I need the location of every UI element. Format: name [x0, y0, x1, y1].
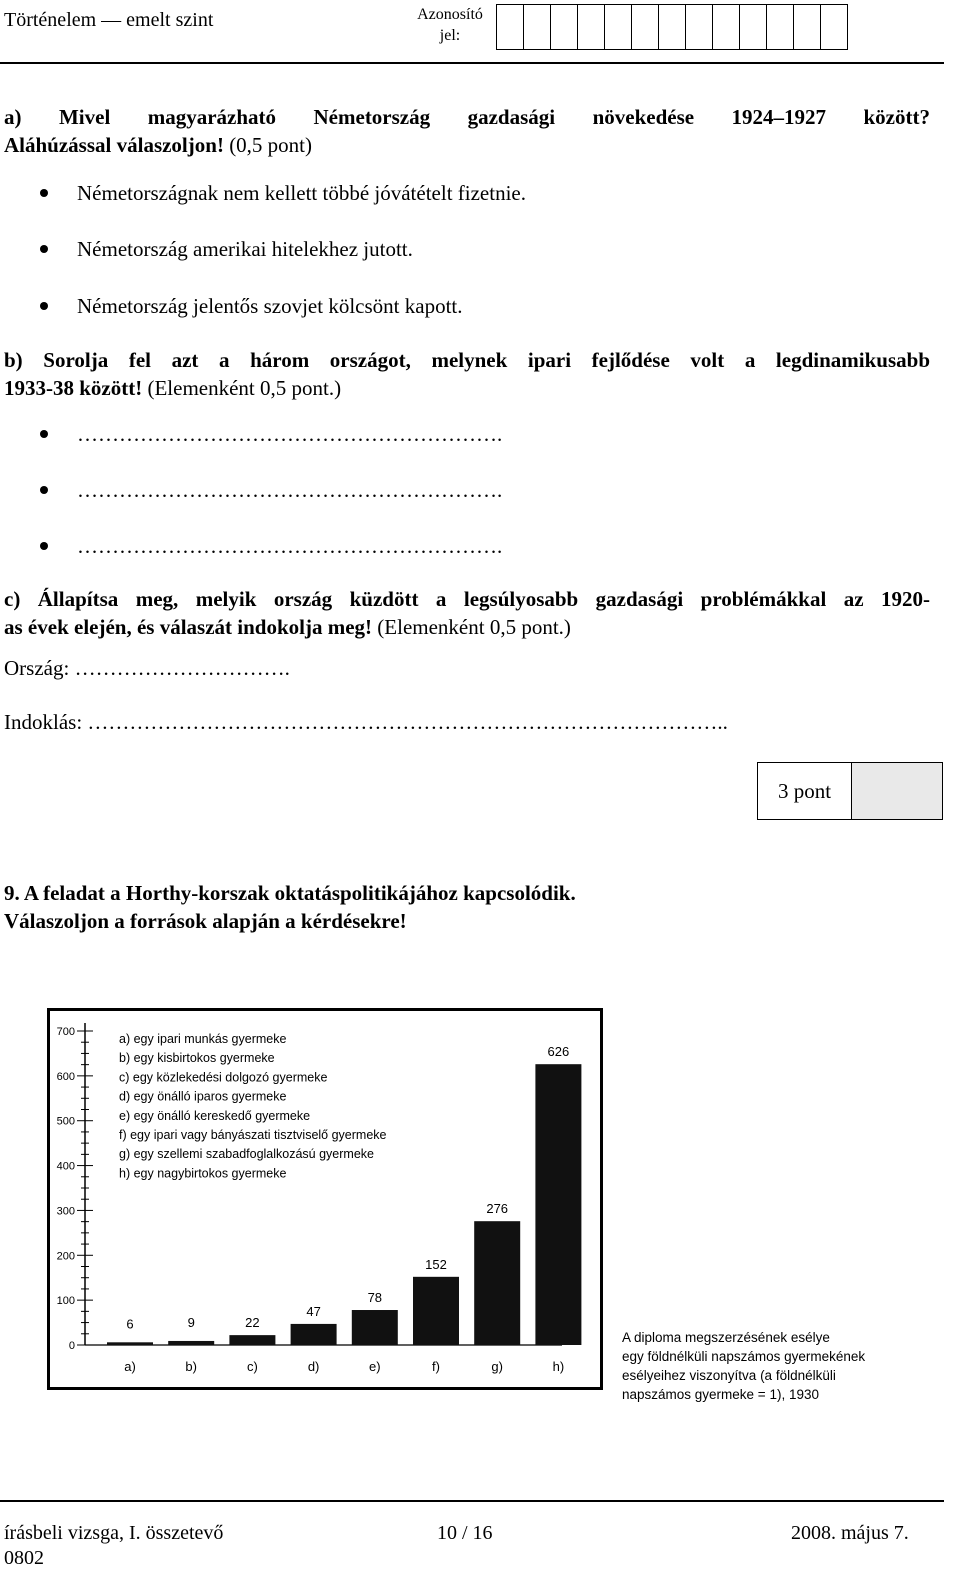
legend-entry: a) egy ipari munkás gyermeke [119, 1032, 287, 1046]
question-a-line1: a) Mivel magyarázható Németország gazdasági növekedése 1924–1927 között? [4, 105, 930, 129]
bullet [40, 189, 48, 197]
bar [107, 1342, 153, 1345]
bar-value-label: 78 [367, 1290, 383, 1306]
task9-line2: Válaszoljon a források alapján a kérdésekre! [4, 909, 407, 933]
bar-value-label: 47 [306, 1303, 321, 1319]
header-rule [0, 62, 944, 64]
x-category-label: c) [246, 1359, 258, 1374]
question-b-line1: b) Sorolja fel azt a három országot, melynek ipari fejlődése volt a legdinamikusabb [4, 348, 930, 372]
country-label: Ország: [4, 656, 70, 680]
bar [474, 1221, 520, 1345]
id-box[interactable] [820, 4, 848, 50]
bar [352, 1310, 398, 1345]
x-category-label: a) [124, 1359, 136, 1374]
bar-value-label: 22 [245, 1315, 260, 1331]
reason-blank[interactable]: ……………………………………………………………………………….. [87, 710, 728, 734]
question-a-points: (0,5 pont) [229, 133, 313, 157]
score-entry-cell[interactable] [852, 763, 942, 819]
footer-code: 0802 [4, 1547, 44, 1569]
question-c-line1: c) Állapítsa meg, melyik ország küzdött a legsúlyosabb gazdasági problémákkal az 1920- [4, 587, 930, 611]
bullet [40, 430, 48, 438]
bullet [40, 542, 48, 550]
bar [413, 1277, 459, 1345]
chart-caption [622, 1328, 865, 1404]
legend-entry: h) egy nagybirtokos gyermeke [119, 1166, 287, 1181]
bar [229, 1335, 275, 1345]
option-a3[interactable]: Németország jelentős szovjet kölcsönt kapott. [77, 294, 463, 318]
answer-blank-b3[interactable]: ……………………………………………………. [77, 534, 503, 558]
y-tick-label: 100 [56, 1295, 75, 1308]
caption-line: egy földnélküli napszámos gyermekének [622, 1349, 866, 1364]
x-category-label: h) [552, 1359, 565, 1374]
id-box[interactable] [496, 4, 524, 50]
bar-value-label: 9 [187, 1314, 195, 1330]
x-category-label: g) [491, 1359, 503, 1374]
legend-entry: f) egy ipari vagy bányászati tisztviselő gyermeke [119, 1128, 387, 1142]
footer-page: 10 / 16 [437, 1522, 493, 1544]
country-line [4, 654, 290, 682]
id-label-line2: jel: [439, 27, 461, 44]
footer-left: írásbeli vizsga, I. összetevő [4, 1522, 224, 1544]
x-category-label: f) [432, 1359, 440, 1374]
x-category-label: e) [369, 1359, 381, 1374]
y-tick-label: 600 [56, 1070, 75, 1083]
question-c-points: (Elemenként 0,5 pont.) [377, 615, 571, 639]
footer-rule [0, 1500, 944, 1502]
id-box[interactable] [739, 4, 767, 50]
score-label: 3 pont [758, 763, 852, 819]
caption-line: esélyeihez viszonyítva (a földnélküli [622, 1368, 836, 1383]
bar [291, 1324, 337, 1345]
id-box[interactable] [712, 4, 740, 50]
id-box[interactable] [577, 4, 605, 50]
footer-date: 2008. május 7. [791, 1522, 909, 1544]
question-c [4, 585, 930, 641]
y-tick-label: 300 [56, 1205, 75, 1218]
y-tick-label: 400 [56, 1160, 75, 1173]
question-a-instruction: Aláhúzással válaszoljon! [4, 133, 224, 157]
id-box[interactable] [604, 4, 632, 50]
y-tick-label: 500 [56, 1115, 75, 1128]
id-label [410, 4, 490, 46]
question-b [4, 346, 930, 402]
bar [168, 1341, 214, 1345]
bullet [40, 486, 48, 494]
id-box[interactable] [523, 4, 551, 50]
id-label-line1: Azonosító [417, 6, 483, 23]
y-tick-label: 700 [56, 1026, 75, 1038]
bar-value-label: 626 [547, 1044, 570, 1060]
task9-line1: 9. A feladat a Horthy-korszak oktatáspolitikájához kapcsolódik. [4, 881, 576, 905]
id-box[interactable] [766, 4, 794, 50]
caption-line: napszámos gyermeke = 1), 1930 [622, 1387, 819, 1402]
option-a1[interactable]: Németországnak nem kellett többé jóvátételt fizetnie. [77, 181, 526, 205]
country-blank[interactable]: …………………………. [74, 656, 290, 680]
legend-entry: d) egy önálló iparos gyermeke [119, 1089, 287, 1104]
bar-value-label: 276 [486, 1201, 509, 1217]
reason-label: Indoklás: [4, 710, 83, 734]
option-a2[interactable]: Németország amerikai hitelekhez jutott. [77, 237, 413, 261]
legend-entry: c) egy közlekedési dolgozó gyermeke [119, 1070, 328, 1085]
legend-entry: b) egy kisbirtokos gyermeke [119, 1051, 275, 1066]
answer-blank-b1[interactable]: ……………………………………………………. [77, 422, 503, 446]
question-a [4, 103, 930, 159]
id-box[interactable] [685, 4, 713, 50]
id-box[interactable] [631, 4, 659, 50]
legend-entry: g) egy szellemi szabadfoglalkozású gyermeke [119, 1147, 374, 1162]
header-title: Történelem — emelt szint [4, 9, 214, 31]
question-b-points: (Elemenként 0,5 pont.) [147, 376, 342, 400]
bar-value-label: 6 [126, 1316, 134, 1332]
caption-line: A diploma megszerzésének esélye [622, 1330, 830, 1345]
id-boxes[interactable] [497, 4, 848, 50]
legend-entry: e) egy önálló kereskedő gyermeke [119, 1108, 311, 1123]
question-b-date: 1933-38 között! [4, 376, 143, 400]
id-box[interactable] [793, 4, 821, 50]
id-box[interactable] [550, 4, 578, 50]
x-category-label: d) [307, 1359, 320, 1374]
id-box[interactable] [658, 4, 686, 50]
y-tick-label: 0 [68, 1340, 75, 1352]
bullet [40, 302, 48, 310]
bar [535, 1064, 581, 1345]
bar-value-label: 152 [425, 1256, 447, 1272]
reason-line [4, 708, 728, 736]
question-c-instruction: as évek elején, és válaszát indokolja meg! [4, 615, 373, 639]
x-category-label: b) [185, 1359, 197, 1374]
task9-heading [4, 879, 576, 935]
y-tick-label: 200 [56, 1250, 75, 1263]
bullet [40, 245, 48, 253]
answer-blank-b2[interactable]: ……………………………………………………. [77, 478, 503, 502]
score-box [757, 762, 943, 820]
bar-chart [47, 1008, 603, 1390]
